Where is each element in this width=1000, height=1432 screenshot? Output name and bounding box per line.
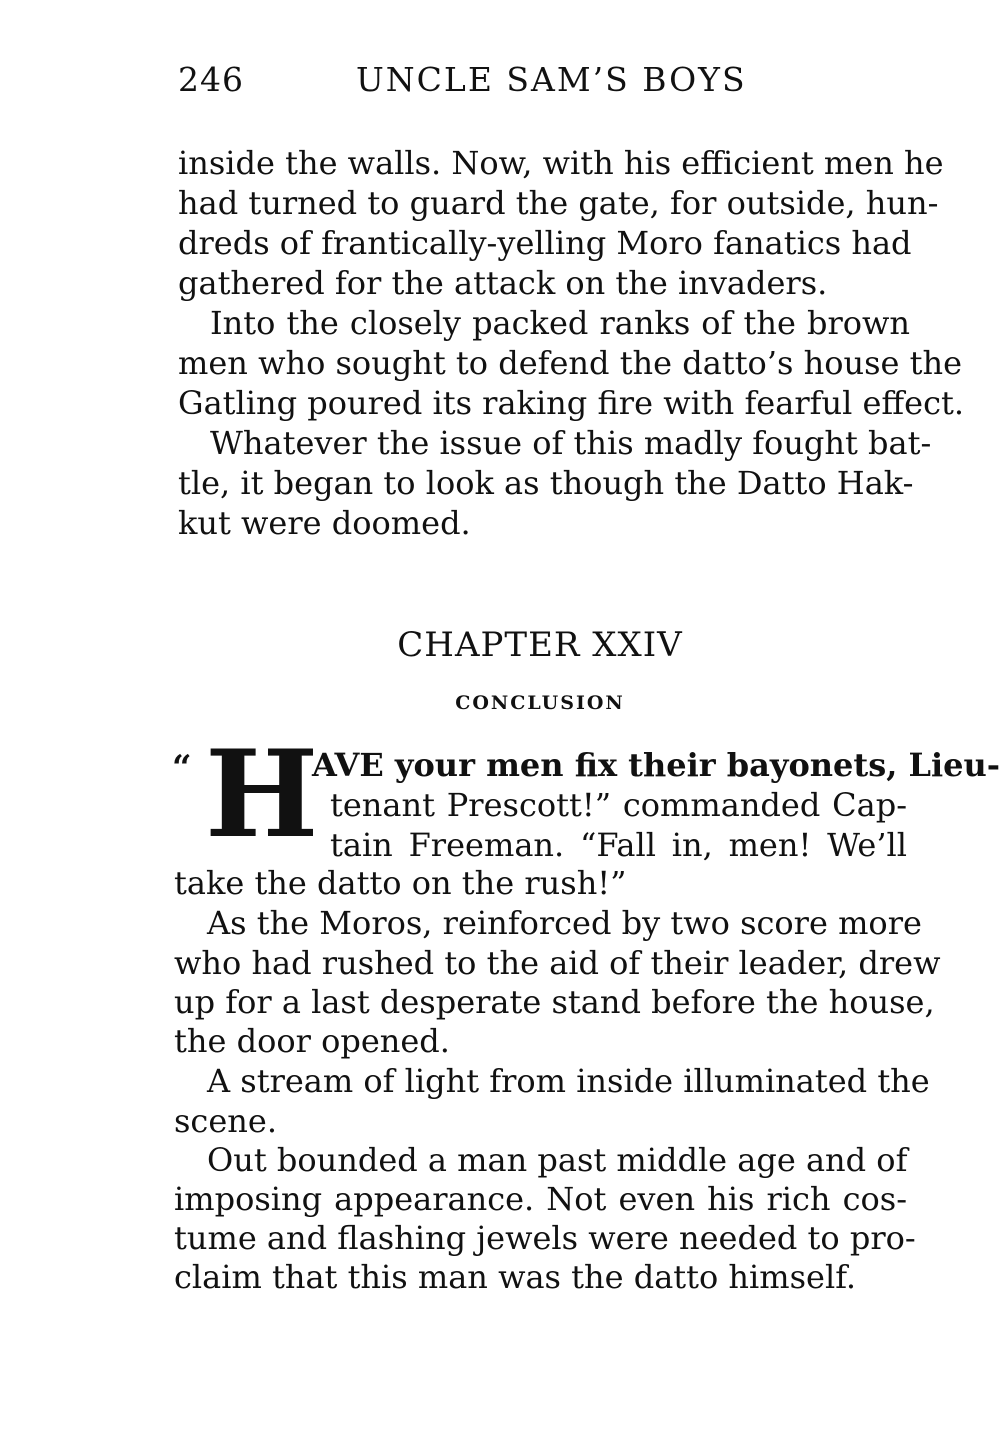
text-line: dreds of frantically-yelling Moro fanatics had bbox=[178, 224, 912, 262]
dropcap-quote: “ bbox=[172, 748, 192, 788]
text-line: tume and flashing jewels were needed to pro- bbox=[174, 1219, 916, 1257]
running-title: UNCLE SAM’S BOYS bbox=[356, 60, 747, 99]
text-line: Into the closely packed ranks of the brown bbox=[210, 304, 910, 342]
text-line: claim that this man was the datto himself. bbox=[174, 1258, 857, 1296]
text-line: Gatling poured its raking fire with fearful effect. bbox=[178, 384, 965, 422]
text-line: scene. bbox=[174, 1102, 277, 1140]
text-line: up for a last desperate stand before the house, bbox=[174, 983, 935, 1021]
text-line: had turned to guard the gate, for outside, hun- bbox=[178, 184, 939, 222]
text-line: imposing appearance. Not even his rich cos- bbox=[174, 1180, 907, 1218]
text-line: who had rushed to the aid of their leader, drew bbox=[174, 944, 941, 982]
text-line: inside the walls. Now, with his efficient men he bbox=[178, 144, 944, 182]
text-line: A stream of light from inside illuminated the bbox=[207, 1062, 930, 1100]
text-line: Whatever the issue of this madly fought bat- bbox=[210, 424, 932, 462]
text-line: tain Freeman. “Fall in, men! We’ll bbox=[330, 826, 907, 864]
text-line: Out bounded a man past middle age and of bbox=[207, 1141, 908, 1179]
page-number: 246 bbox=[178, 60, 244, 99]
text-line: tle, it began to look as though the Datto Hak- bbox=[178, 464, 914, 502]
chapter-title: CHAPTER XXIV bbox=[397, 625, 683, 665]
text-line: gathered for the attack on the invaders. bbox=[178, 264, 828, 302]
page-header bbox=[178, 60, 918, 104]
text-line: men who sought to defend the datto’s house the bbox=[178, 344, 962, 382]
text-line: AVE your men fix their bayonets, Lieu- bbox=[312, 746, 1000, 784]
text-line: As the Moros, reinforced by two score more bbox=[207, 904, 922, 942]
text-line: the door opened. bbox=[174, 1022, 450, 1060]
text-line: tenant Prescott!” commanded Cap- bbox=[330, 786, 907, 824]
chapter-subtitle: CONCLUSION bbox=[455, 692, 625, 714]
dropcap-letter: H bbox=[205, 724, 319, 865]
text-line: kut were doomed. bbox=[178, 504, 471, 542]
text-line: take the datto on the rush!” bbox=[174, 864, 627, 902]
